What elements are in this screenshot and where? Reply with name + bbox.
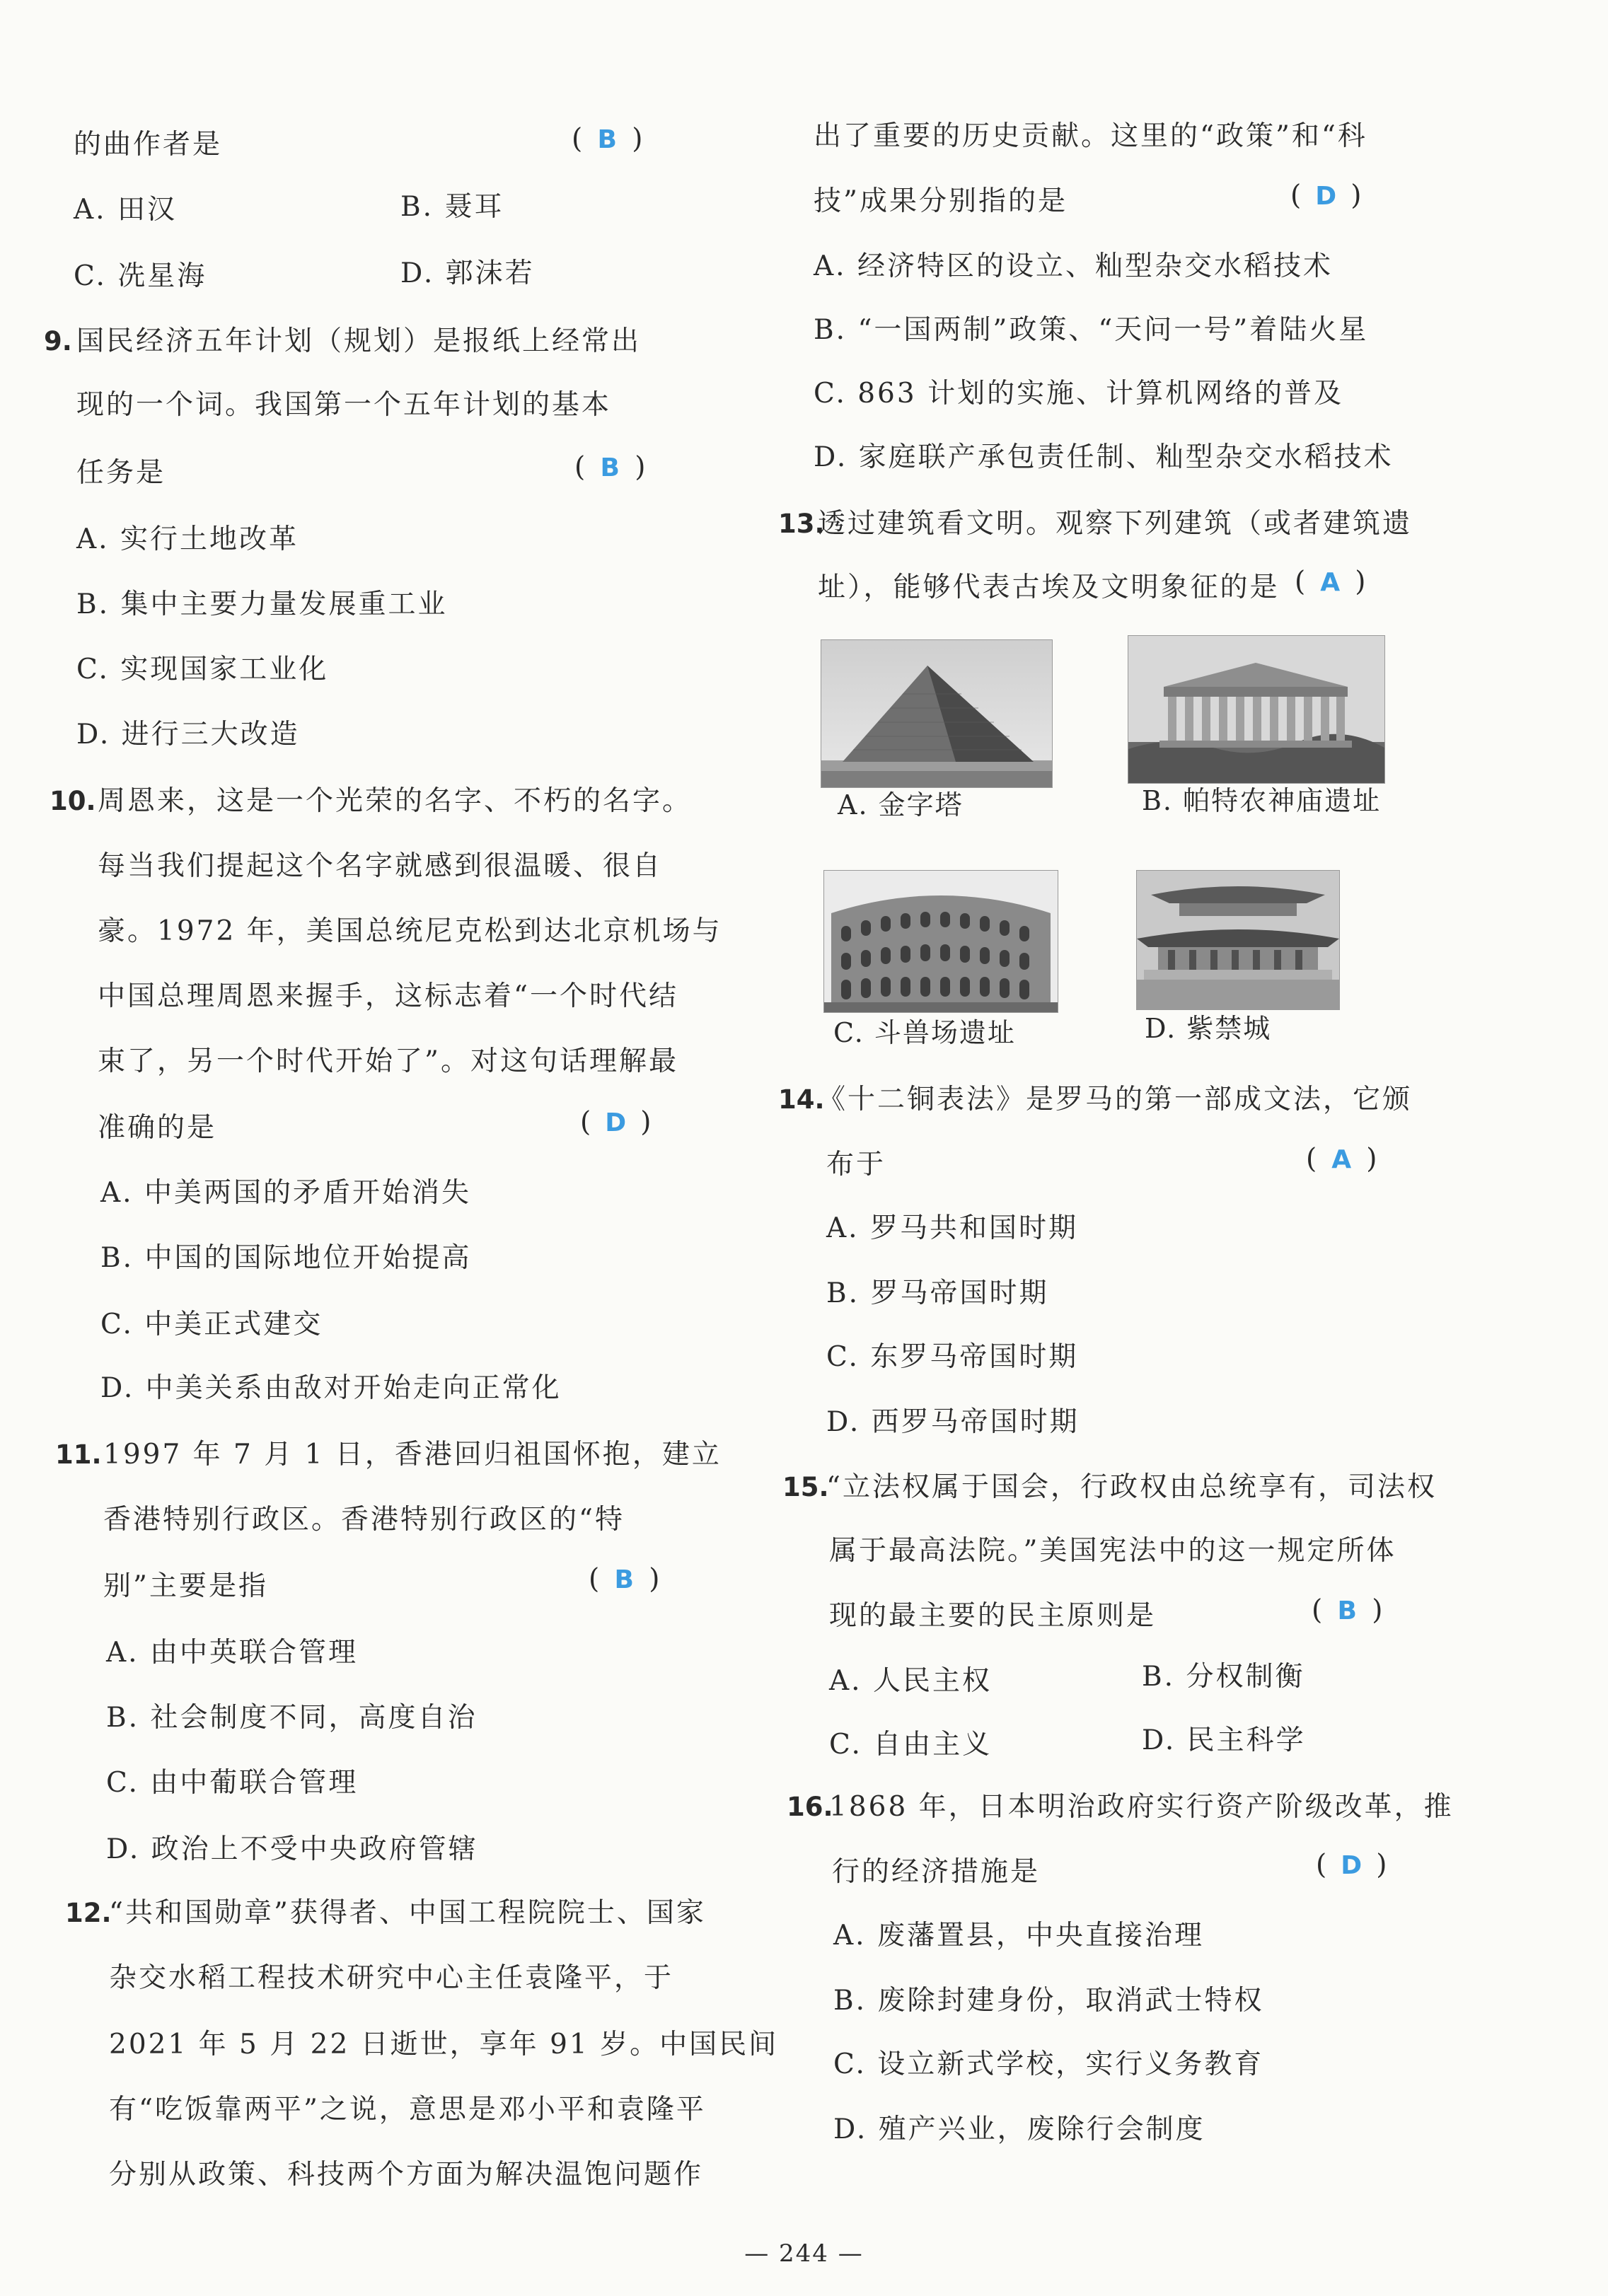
pyramid-photo [821, 639, 1053, 788]
q16-option-d: D. 殖产兴业，废除行会制度 [833, 2114, 1205, 2145]
answer-letter: B [614, 1565, 634, 1594]
answer-letter: D [605, 1108, 627, 1137]
q16-stem-line2: 行的经济措施是 [832, 1856, 1041, 1888]
q9-stem-line3: 任务是 [76, 457, 166, 489]
q12-stem-line3: 2021 年 5 月 22 日逝世，享年 91 岁。中国民间 [109, 2029, 779, 2060]
q10-stem-line1: 周恩来，这是一个光荣的名字、不朽的名字。 [98, 785, 693, 817]
answer-letter: B [600, 453, 620, 482]
q9-answer: ( B ) [574, 450, 645, 486]
q11-answer: ( B ) [589, 1562, 659, 1598]
q13-caption-d: D. 紫禁城 [1145, 1013, 1272, 1044]
q13-answer: ( A ) [1295, 564, 1365, 601]
q16-number: 16. [787, 1792, 833, 1822]
q12-option-c: C. 863 计划的实施、计算机网络的普及 [814, 378, 1344, 410]
q13-stem-line2: 址），能够代表古埃及文明象征的是 [818, 572, 1280, 603]
q10-stem-line4: 中国总理周恩来握手，这标志着“一个时代结 [98, 980, 678, 1012]
q15-stem-line1: “立法权属于国会，行政权由总统享有，司法权 [826, 1471, 1437, 1503]
q11-stem-line1: 1997 年 7 月 1 日，香港回归祖国怀抱，建立 [103, 1439, 722, 1471]
q14-option-d: D. 西罗马帝国时期 [826, 1406, 1080, 1438]
q13-caption-c: C. 斗兽场遗址 [833, 1017, 1016, 1048]
q12-stem-line1: “共和国勋章”获得者、中国工程院院士、国家 [109, 1897, 706, 1929]
q10-option-c: C. 中美正式建交 [100, 1309, 323, 1340]
q11-option-c: C. 由中葡联合管理 [106, 1767, 359, 1799]
q16-option-a: A. 废藩置县，中央直接治理 [833, 1920, 1204, 1952]
q11-number: 11. [55, 1439, 102, 1470]
q11-option-b: B. 社会制度不同，高度自治 [106, 1702, 478, 1734]
q16-stem-line1: 1868 年，日本明治政府实行资产阶级改革，推 [829, 1791, 1454, 1823]
q16-answer: ( D ) [1316, 1848, 1387, 1884]
q9-number: 9. [44, 326, 72, 356]
q16-option-c: C. 设立新式学校，实行义务教育 [833, 2048, 1264, 2080]
q12-number: 12. [65, 1898, 112, 1928]
q10-option-b: B. 中国的国际地位开始提高 [100, 1242, 472, 1274]
answer-letter: A [1331, 1145, 1352, 1174]
q10-stem-line6: 准确的是 [98, 1112, 217, 1144]
q10-number: 10. [50, 786, 96, 816]
q10-option-a: A. 中美两国的矛盾开始消失 [100, 1177, 471, 1209]
q13-number: 13. [778, 509, 825, 539]
q9-stem-line1: 国民经济五年计划（规划）是报纸上经常出 [76, 325, 642, 357]
q15-stem-line2: 属于最高法院。”美国宪法中的这一规定所体 [829, 1535, 1396, 1567]
q14-number: 14. [778, 1084, 825, 1115]
q14-option-c: C. 东罗马帝国时期 [826, 1341, 1079, 1373]
q15-option-c: C. 自由主义 [829, 1729, 993, 1761]
q11-option-d: D. 政治上不受中央政府管辖 [106, 1833, 478, 1865]
parthenon-image [1128, 636, 1384, 783]
q15-option-a: A. 人民主权 [829, 1665, 992, 1697]
pyramid-image [821, 640, 1052, 787]
q9-option-a: A. 实行土地改革 [76, 523, 299, 555]
q10-stem-line5: 束了，另一个时代开始了”。对这句话理解最 [98, 1045, 678, 1077]
q14-stem-line1: 《十二铜表法》是罗马的第一部成文法，它颁 [818, 1084, 1413, 1115]
q8-option-d: D. 郭沫若 [400, 257, 535, 289]
q12-stem-line2: 杂交水稻工程技术研究中心主任袁隆平，于 [109, 1962, 674, 1994]
q8-answer: ( B ) [572, 122, 642, 158]
q14-answer: ( A ) [1306, 1142, 1377, 1178]
q12-stem-line6: 出了重要的历史贡献。这里的“政策”和“科 [814, 120, 1367, 152]
q9-option-b: B. 集中主要力量发展重工业 [76, 589, 448, 620]
page-number: — 244 — [744, 2239, 864, 2268]
q10-option-d: D. 中美关系由敌对开始走向正常化 [100, 1372, 562, 1404]
q8-option-c: C. 冼星海 [74, 260, 207, 292]
q13-caption-a: A. 金字塔 [838, 789, 964, 821]
q14-stem-line2: 布于 [826, 1149, 886, 1181]
q12-stem-line4: 有“吃饭靠两平”之说，意思是邓小平和袁隆平 [109, 2094, 706, 2126]
q15-option-b: B. 分权制衡 [1142, 1661, 1305, 1693]
q9-option-d: D. 进行三大改造 [76, 719, 300, 750]
q10-stem-line2: 每当我们提起这个名字就感到很温暖、很自 [98, 850, 663, 882]
q15-option-d: D. 民主科学 [1142, 1724, 1306, 1756]
q11-stem-line2: 香港特别行政区。香港特别行政区的“特 [103, 1504, 625, 1536]
answer-letter: D [1341, 1851, 1363, 1880]
colosseum-image [824, 871, 1058, 1012]
q11-stem-line3: 别”主要是指 [103, 1570, 268, 1602]
q15-number: 15. [782, 1472, 829, 1502]
q11-option-a: A. 由中英联合管理 [106, 1637, 358, 1669]
q12-stem-line7: 技”成果分别指的是 [814, 185, 1068, 217]
q9-option-c: C. 实现国家工业化 [76, 654, 329, 685]
colosseum-photo [823, 870, 1058, 1013]
q16-option-b: B. 废除封建身份，取消武士特权 [833, 1985, 1264, 2017]
forbidden-city-photo [1136, 870, 1340, 1010]
q9-stem-line2: 现的一个词。我国第一个五年计划的基本 [76, 389, 612, 421]
q8-stem: 的曲作者是 [74, 129, 223, 161]
answer-letter: D [1315, 182, 1337, 211]
q12-answer: ( D ) [1290, 178, 1361, 214]
forbidden-city-image [1137, 871, 1339, 1009]
q10-stem-line3: 豪。1972 年，美国总统尼克松到达北京机场与 [98, 915, 722, 947]
answer-letter: A [1320, 568, 1341, 597]
q12-stem-line5: 分别从政策、科技两个方面为解决温饱问题作 [109, 2159, 704, 2191]
answer-letter: B [597, 125, 617, 154]
q15-answer: ( B ) [1312, 1593, 1382, 1629]
q14-option-a: A. 罗马共和国时期 [826, 1212, 1078, 1244]
q10-answer: ( D ) [580, 1105, 651, 1141]
q14-option-b: B. 罗马帝国时期 [826, 1277, 1049, 1309]
answer-letter: B [1337, 1596, 1357, 1625]
q15-stem-line3: 现的最主要的民主原则是 [829, 1600, 1157, 1632]
q8-option-a: A. 田汉 [74, 194, 177, 226]
q8-option-b: B. 聂耳 [400, 191, 504, 223]
q13-stem-line1: 透过建筑看文明。观察下列建筑（或者建筑遗 [818, 508, 1413, 540]
parthenon-photo [1128, 635, 1385, 784]
q12-option-a: A. 经济特区的设立、籼型杂交水稻技术 [814, 250, 1333, 282]
q13-caption-b: B. 帕特农神庙遗址 [1142, 785, 1382, 816]
q12-option-d: D. 家庭联产承包责任制、籼型杂交水稻技术 [814, 441, 1394, 473]
q12-option-b: B. “一国两制”政策、“天问一号”着陆火星 [814, 314, 1369, 346]
